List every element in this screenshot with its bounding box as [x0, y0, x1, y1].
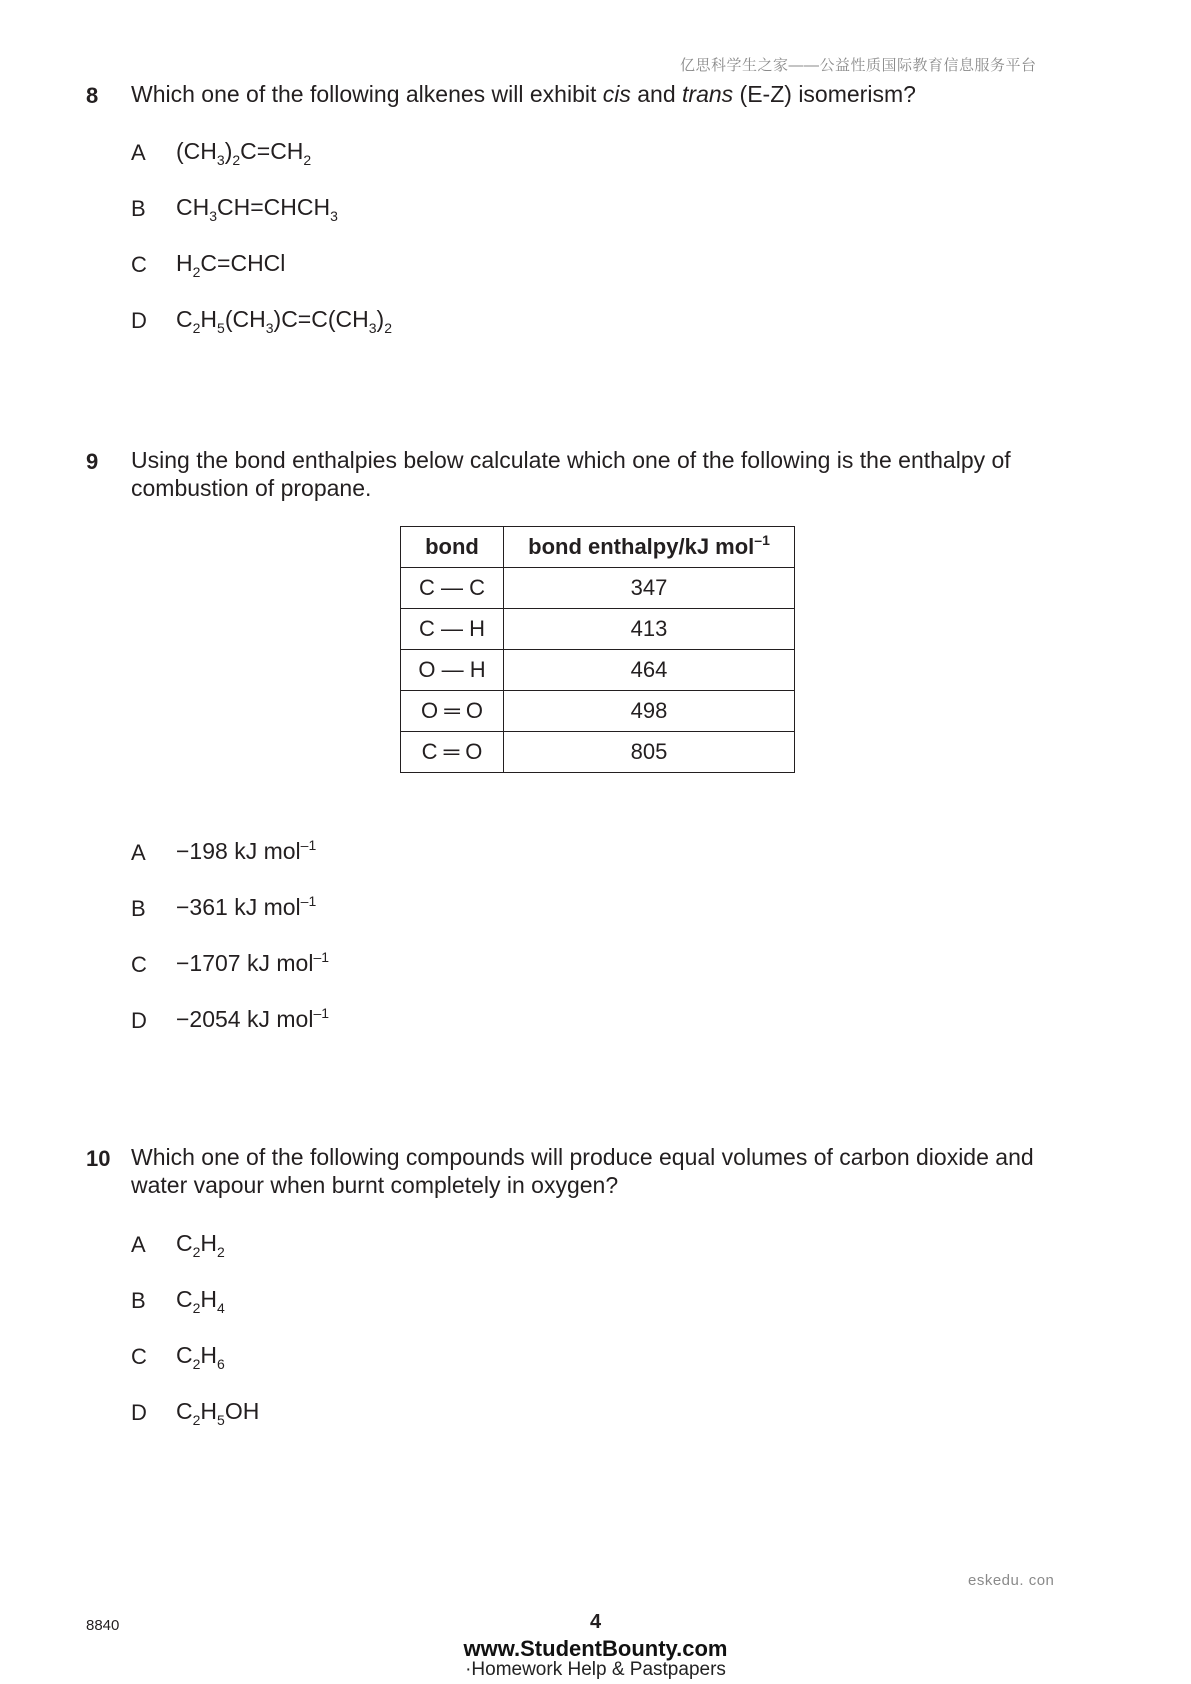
- q9-option-d-value: −2054 kJ mol$^{-1}$: [176, 1005, 330, 1032]
- question-10-text: Which one of the following compounds will produce equal volumes of carbon dioxide and water vapour when burnt completely in oxygen?: [131, 1144, 1034, 1198]
- bond-cell: C ═ O: [401, 732, 504, 773]
- studentbounty-logo: [0, 1638, 1191, 1680]
- q9-option-d-letter: D: [131, 1008, 147, 1033]
- q8-option-d-formula: $C_2H_5(CH_3)C=C(CH_3)_2$: [176, 306, 392, 336]
- question-9-text: Using the bond enthalpies below calculate which one of the following is the enthalpy of combustion of propane.: [131, 447, 1011, 501]
- q10-option-b-formula: $C_2H_4$: [176, 1286, 225, 1316]
- q9-option-c-value: −1707 kJ mol$^{-1}$: [176, 949, 330, 976]
- brand-url: www.StudentBounty.com: [463, 1636, 728, 1661]
- table-row: [401, 568, 795, 609]
- q8-option-a-formula: $(CH_3)_2C=CH_2$: [176, 138, 312, 168]
- q8-option-b-letter: B: [131, 196, 146, 221]
- watermark-text: eskedu. con: [968, 1572, 1055, 1589]
- q10-option-d-formula: $C_2H_5OH$: [176, 1398, 260, 1428]
- enthalpy-cell: 347: [504, 568, 795, 609]
- q8-option-d-letter: D: [131, 308, 147, 333]
- table-row: [401, 650, 795, 691]
- q9-option-c-letter: C: [131, 952, 147, 977]
- question-8-number: 8: [86, 83, 99, 108]
- bond-cell: C — H: [401, 609, 504, 650]
- question-10-number: 10: [86, 1146, 111, 1171]
- table-header-enthalpy: bond enthalpy/kJ mol$^{-1}$: [504, 527, 795, 568]
- q9-option-b-value: −361 kJ mol$^{-1}$: [176, 893, 317, 920]
- table-header-bond: bond: [401, 527, 504, 568]
- q9-option-b-letter: B: [131, 896, 146, 921]
- paper-code: 8840: [86, 1617, 120, 1634]
- q10-option-a-letter: A: [131, 1232, 146, 1257]
- page-number: 4: [589, 1611, 602, 1633]
- q8-option-c-letter: C: [131, 252, 147, 277]
- q10-option-d-letter: D: [131, 1400, 147, 1425]
- bond-cell: C — C: [401, 568, 504, 609]
- q9-option-a-letter: A: [131, 840, 146, 865]
- table-row: [401, 609, 795, 650]
- enthalpy-cell: 805: [504, 732, 795, 773]
- q10-option-c-formula: $C_2H_6$: [176, 1342, 225, 1372]
- bond-enthalpy-table: [400, 526, 795, 773]
- bond-cell: O ═ O: [401, 691, 504, 732]
- table-row: [401, 691, 795, 732]
- q9-option-a-value: −198 kJ mol$^{-1}$: [176, 837, 317, 864]
- q10-option-b-letter: B: [131, 1288, 146, 1313]
- q8-option-c-formula: $H_2C=CHCl$: [176, 250, 286, 280]
- q10-option-c-letter: C: [131, 1344, 147, 1369]
- q8-option-b-formula: $CH_3CH=CHCH_3$: [176, 194, 338, 224]
- header-note: 亿思科学生之家——公益性质国际教育信息服务平台: [680, 57, 1037, 74]
- brand-tagline: ·Homework Help & Pastpapers: [465, 1659, 726, 1680]
- enthalpy-cell: 498: [504, 691, 795, 732]
- table-header-row: [401, 527, 795, 568]
- enthalpy-cell: 413: [504, 609, 795, 650]
- table-row: [401, 732, 795, 773]
- enthalpy-cell: 464: [504, 650, 795, 691]
- q10-option-a-formula: $C_2H_2$: [176, 1230, 225, 1260]
- q8-option-a-letter: A: [131, 140, 146, 165]
- bond-cell: O — H: [401, 650, 504, 691]
- question-9-number: 9: [86, 449, 99, 474]
- question-8-text: Which one of the following alkenes will exhibit cis and trans (E-Z) isomerism?: [131, 81, 916, 107]
